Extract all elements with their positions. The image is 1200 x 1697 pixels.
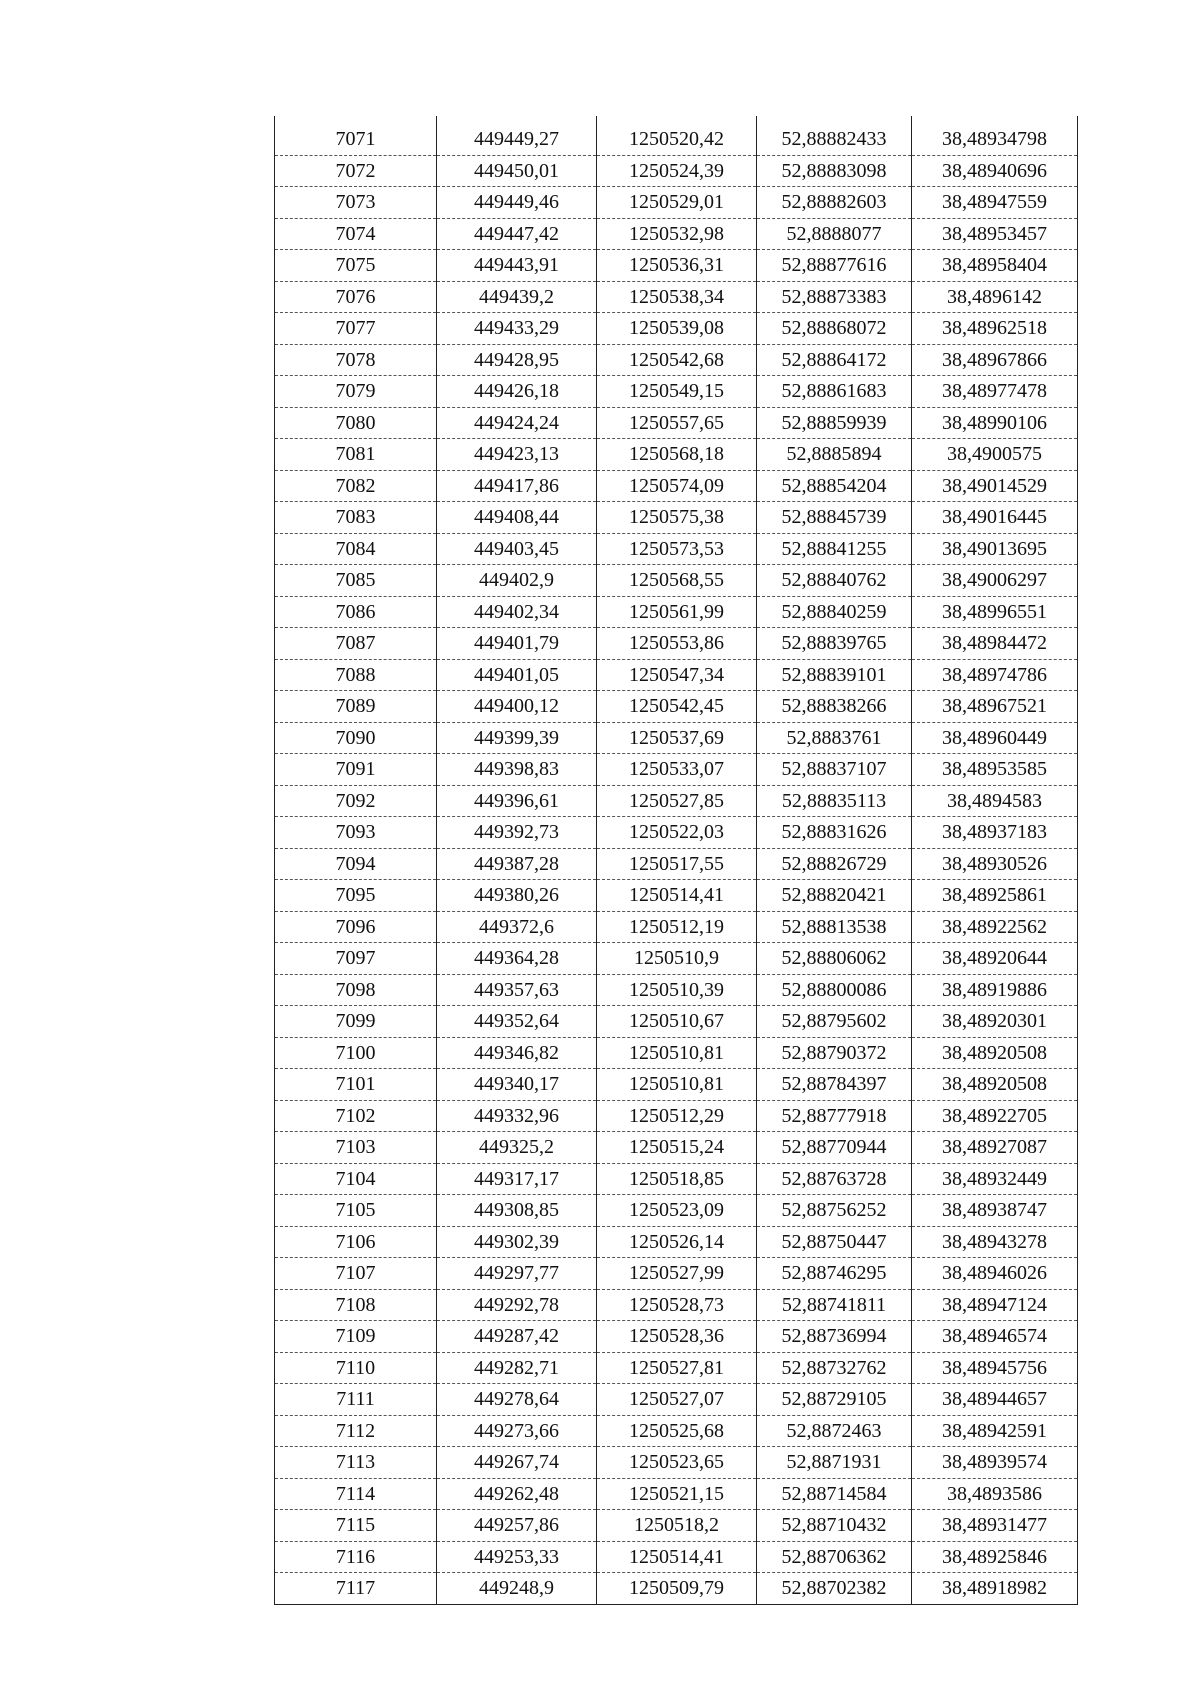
y-coordinate-cell: 1250542,68 [597, 344, 757, 376]
y-coordinate-cell: 1250538,34 [597, 281, 757, 313]
latitude-cell: 52,88756252 [757, 1195, 912, 1227]
point-number-cell: 7106 [275, 1226, 437, 1258]
y-coordinate-cell: 1250528,73 [597, 1289, 757, 1321]
table-row [275, 911, 1078, 943]
x-coordinate-cell: 449423,13 [437, 439, 597, 471]
point-number-cell: 7074 [275, 218, 437, 250]
table-row [275, 722, 1078, 754]
point-number-cell: 7100 [275, 1037, 437, 1069]
latitude-cell: 52,88831626 [757, 817, 912, 849]
table-row [275, 187, 1078, 219]
longitude-cell: 38,48922562 [912, 911, 1078, 943]
table-row [275, 1195, 1078, 1227]
x-coordinate-cell: 449401,79 [437, 628, 597, 660]
latitude-cell: 52,88714584 [757, 1478, 912, 1510]
longitude-cell: 38,48962518 [912, 313, 1078, 345]
latitude-cell: 52,88838266 [757, 691, 912, 723]
longitude-cell: 38,48920508 [912, 1069, 1078, 1101]
table-row [275, 1163, 1078, 1195]
x-coordinate-cell: 449433,29 [437, 313, 597, 345]
latitude-cell: 52,88784397 [757, 1069, 912, 1101]
table-row [275, 1226, 1078, 1258]
grid-line-tick [911, 116, 913, 126]
table-row [275, 1100, 1078, 1132]
longitude-cell: 38,48946574 [912, 1321, 1078, 1353]
x-coordinate-cell: 449317,17 [437, 1163, 597, 1195]
y-coordinate-cell: 1250573,53 [597, 533, 757, 565]
point-number-cell: 7116 [275, 1541, 437, 1573]
grid-line-tick [596, 116, 598, 126]
table-row [275, 880, 1078, 912]
point-number-cell: 7110 [275, 1352, 437, 1384]
y-coordinate-cell: 1250524,39 [597, 155, 757, 187]
table-row [275, 1478, 1078, 1510]
x-coordinate-cell: 449302,39 [437, 1226, 597, 1258]
point-number-cell: 7099 [275, 1006, 437, 1038]
point-number-cell: 7088 [275, 659, 437, 691]
x-coordinate-cell: 449450,01 [437, 155, 597, 187]
latitude-cell: 52,88741811 [757, 1289, 912, 1321]
longitude-cell: 38,4900575 [912, 439, 1078, 471]
table-row [275, 1510, 1078, 1542]
latitude-cell: 52,88882433 [757, 124, 912, 155]
y-coordinate-cell: 1250525,68 [597, 1415, 757, 1447]
longitude-cell: 38,48958404 [912, 250, 1078, 282]
latitude-cell: 52,88729105 [757, 1384, 912, 1416]
y-coordinate-cell: 1250514,41 [597, 880, 757, 912]
longitude-cell: 38,48922705 [912, 1100, 1078, 1132]
point-number-cell: 7098 [275, 974, 437, 1006]
y-coordinate-cell: 1250520,42 [597, 124, 757, 155]
y-coordinate-cell: 1250510,67 [597, 1006, 757, 1038]
x-coordinate-cell: 449403,45 [437, 533, 597, 565]
y-coordinate-cell: 1250542,45 [597, 691, 757, 723]
latitude-cell: 52,88861683 [757, 376, 912, 408]
latitude-cell: 52,88835113 [757, 785, 912, 817]
y-coordinate-cell: 1250561,99 [597, 596, 757, 628]
latitude-cell: 52,88840259 [757, 596, 912, 628]
longitude-cell: 38,48945756 [912, 1352, 1078, 1384]
latitude-cell: 52,88800086 [757, 974, 912, 1006]
point-number-cell: 7090 [275, 722, 437, 754]
x-coordinate-cell: 449267,74 [437, 1447, 597, 1479]
latitude-cell: 52,88859939 [757, 407, 912, 439]
latitude-cell: 52,88864172 [757, 344, 912, 376]
x-coordinate-cell: 449417,86 [437, 470, 597, 502]
longitude-cell: 38,48977478 [912, 376, 1078, 408]
x-coordinate-cell: 449398,83 [437, 754, 597, 786]
table-row [275, 1132, 1078, 1164]
longitude-cell: 38,48920508 [912, 1037, 1078, 1069]
point-number-cell: 7071 [275, 124, 437, 155]
table-row [275, 1447, 1078, 1479]
longitude-cell: 38,48947124 [912, 1289, 1078, 1321]
point-number-cell: 7108 [275, 1289, 437, 1321]
longitude-cell: 38,48947559 [912, 187, 1078, 219]
table-row [275, 376, 1078, 408]
x-coordinate-cell: 449325,2 [437, 1132, 597, 1164]
point-number-cell: 7102 [275, 1100, 437, 1132]
x-coordinate-cell: 449439,2 [437, 281, 597, 313]
x-coordinate-cell: 449253,33 [437, 1541, 597, 1573]
x-coordinate-cell: 449248,9 [437, 1573, 597, 1605]
table-row [275, 691, 1078, 723]
y-coordinate-cell: 1250521,15 [597, 1478, 757, 1510]
x-coordinate-cell: 449372,6 [437, 911, 597, 943]
longitude-cell: 38,4896142 [912, 281, 1078, 313]
x-coordinate-cell: 449352,64 [437, 1006, 597, 1038]
longitude-cell: 38,48920644 [912, 943, 1078, 975]
longitude-cell: 38,48925861 [912, 880, 1078, 912]
table-row [275, 1006, 1078, 1038]
grid-line-tick [274, 116, 276, 126]
point-number-cell: 7117 [275, 1573, 437, 1605]
x-coordinate-cell: 449340,17 [437, 1069, 597, 1101]
y-coordinate-cell: 1250512,29 [597, 1100, 757, 1132]
table-row [275, 344, 1078, 376]
x-coordinate-cell: 449449,27 [437, 124, 597, 155]
point-number-cell: 7096 [275, 911, 437, 943]
longitude-cell: 38,48942591 [912, 1415, 1078, 1447]
y-coordinate-cell: 1250536,31 [597, 250, 757, 282]
table-row [275, 754, 1078, 786]
latitude-cell: 52,88840762 [757, 565, 912, 597]
longitude-cell: 38,48990106 [912, 407, 1078, 439]
y-coordinate-cell: 1250527,81 [597, 1352, 757, 1384]
y-coordinate-cell: 1250557,65 [597, 407, 757, 439]
table-row [275, 1384, 1078, 1416]
table-row [275, 943, 1078, 975]
y-coordinate-cell: 1250568,55 [597, 565, 757, 597]
longitude-cell: 38,48943278 [912, 1226, 1078, 1258]
table-row [275, 1573, 1078, 1605]
latitude-cell: 52,8885894 [757, 439, 912, 471]
point-number-cell: 7095 [275, 880, 437, 912]
table-row [275, 155, 1078, 187]
x-coordinate-cell: 449401,05 [437, 659, 597, 691]
latitude-cell: 52,88702382 [757, 1573, 912, 1605]
latitude-cell: 52,88806062 [757, 943, 912, 975]
point-number-cell: 7077 [275, 313, 437, 345]
longitude-cell: 38,48974786 [912, 659, 1078, 691]
y-coordinate-cell: 1250522,03 [597, 817, 757, 849]
grid-line-tick [1077, 116, 1079, 126]
longitude-cell: 38,49016445 [912, 502, 1078, 534]
table-row [275, 250, 1078, 282]
latitude-cell: 52,88770944 [757, 1132, 912, 1164]
latitude-cell: 52,88763728 [757, 1163, 912, 1195]
longitude-cell: 38,48960449 [912, 722, 1078, 754]
x-coordinate-cell: 449402,9 [437, 565, 597, 597]
table-row [275, 407, 1078, 439]
point-number-cell: 7082 [275, 470, 437, 502]
point-number-cell: 7104 [275, 1163, 437, 1195]
latitude-cell: 52,88732762 [757, 1352, 912, 1384]
table-row [275, 1258, 1078, 1290]
x-coordinate-cell: 449399,39 [437, 722, 597, 754]
table-row [275, 1289, 1078, 1321]
table-row [275, 1037, 1078, 1069]
y-coordinate-cell: 1250515,24 [597, 1132, 757, 1164]
table-row [275, 659, 1078, 691]
x-coordinate-cell: 449426,18 [437, 376, 597, 408]
point-number-cell: 7084 [275, 533, 437, 565]
y-coordinate-cell: 1250529,01 [597, 187, 757, 219]
point-number-cell: 7078 [275, 344, 437, 376]
point-number-cell: 7112 [275, 1415, 437, 1447]
point-number-cell: 7115 [275, 1510, 437, 1542]
latitude-cell: 52,88839765 [757, 628, 912, 660]
x-coordinate-cell: 449297,77 [437, 1258, 597, 1290]
y-coordinate-cell: 1250568,18 [597, 439, 757, 471]
y-coordinate-cell: 1250517,55 [597, 848, 757, 880]
x-coordinate-cell: 449287,42 [437, 1321, 597, 1353]
table-row [275, 1352, 1078, 1384]
table-row [275, 785, 1078, 817]
longitude-cell: 38,48953585 [912, 754, 1078, 786]
grid-line-tick [436, 116, 438, 126]
longitude-cell: 38,4894583 [912, 785, 1078, 817]
y-coordinate-cell: 1250574,09 [597, 470, 757, 502]
y-coordinate-cell: 1250510,9 [597, 943, 757, 975]
point-number-cell: 7079 [275, 376, 437, 408]
longitude-cell: 38,49014529 [912, 470, 1078, 502]
longitude-cell: 38,48937183 [912, 817, 1078, 849]
x-coordinate-cell: 449428,95 [437, 344, 597, 376]
x-coordinate-cell: 449402,34 [437, 596, 597, 628]
x-coordinate-cell: 449447,42 [437, 218, 597, 250]
x-coordinate-cell: 449387,28 [437, 848, 597, 880]
longitude-cell: 38,48927087 [912, 1132, 1078, 1164]
y-coordinate-cell: 1250514,41 [597, 1541, 757, 1573]
longitude-cell: 38,49006297 [912, 565, 1078, 597]
point-number-cell: 7092 [275, 785, 437, 817]
x-coordinate-cell: 449364,28 [437, 943, 597, 975]
point-number-cell: 7086 [275, 596, 437, 628]
table-row [275, 281, 1078, 313]
longitude-cell: 38,48940696 [912, 155, 1078, 187]
y-coordinate-cell: 1250510,81 [597, 1037, 757, 1069]
point-number-cell: 7093 [275, 817, 437, 849]
point-number-cell: 7073 [275, 187, 437, 219]
y-coordinate-cell: 1250527,07 [597, 1384, 757, 1416]
y-coordinate-cell: 1250510,81 [597, 1069, 757, 1101]
y-coordinate-cell: 1250553,86 [597, 628, 757, 660]
table-row [275, 1541, 1078, 1573]
longitude-cell: 38,48967866 [912, 344, 1078, 376]
x-coordinate-cell: 449282,71 [437, 1352, 597, 1384]
latitude-cell: 52,88820421 [757, 880, 912, 912]
x-coordinate-cell: 449332,96 [437, 1100, 597, 1132]
point-number-cell: 7087 [275, 628, 437, 660]
y-coordinate-cell: 1250518,2 [597, 1510, 757, 1542]
point-number-cell: 7113 [275, 1447, 437, 1479]
point-number-cell: 7075 [275, 250, 437, 282]
table-row [275, 502, 1078, 534]
longitude-cell: 38,48920301 [912, 1006, 1078, 1038]
point-number-cell: 7103 [275, 1132, 437, 1164]
y-coordinate-cell: 1250518,85 [597, 1163, 757, 1195]
x-coordinate-cell: 449357,63 [437, 974, 597, 1006]
longitude-cell: 38,48984472 [912, 628, 1078, 660]
latitude-cell: 52,8872463 [757, 1415, 912, 1447]
y-coordinate-cell: 1250527,99 [597, 1258, 757, 1290]
latitude-cell: 52,88882603 [757, 187, 912, 219]
longitude-cell: 38,48996551 [912, 596, 1078, 628]
x-coordinate-cell: 449380,26 [437, 880, 597, 912]
longitude-cell: 38,48930526 [912, 848, 1078, 880]
longitude-cell: 38,48932449 [912, 1163, 1078, 1195]
latitude-cell: 52,88710432 [757, 1510, 912, 1542]
y-coordinate-cell: 1250549,15 [597, 376, 757, 408]
point-number-cell: 7094 [275, 848, 437, 880]
longitude-cell: 38,48944657 [912, 1384, 1078, 1416]
y-coordinate-cell: 1250533,07 [597, 754, 757, 786]
point-number-cell: 7111 [275, 1384, 437, 1416]
point-number-cell: 7109 [275, 1321, 437, 1353]
latitude-cell: 52,88826729 [757, 848, 912, 880]
table-row [275, 470, 1078, 502]
table-row [275, 565, 1078, 597]
longitude-cell: 38,48918982 [912, 1573, 1078, 1605]
y-coordinate-cell: 1250547,34 [597, 659, 757, 691]
table-row [275, 1321, 1078, 1353]
x-coordinate-cell: 449392,73 [437, 817, 597, 849]
grid-line-tick [756, 116, 758, 126]
point-number-cell: 7114 [275, 1478, 437, 1510]
x-coordinate-cell: 449400,12 [437, 691, 597, 723]
y-coordinate-cell: 1250523,09 [597, 1195, 757, 1227]
x-coordinate-cell: 449278,64 [437, 1384, 597, 1416]
table-row [275, 628, 1078, 660]
point-number-cell: 7089 [275, 691, 437, 723]
x-coordinate-cell: 449308,85 [437, 1195, 597, 1227]
latitude-cell: 52,88868072 [757, 313, 912, 345]
y-coordinate-cell: 1250575,38 [597, 502, 757, 534]
x-coordinate-cell: 449346,82 [437, 1037, 597, 1069]
coordinates-table-body [275, 124, 1078, 1604]
table-row [275, 596, 1078, 628]
y-coordinate-cell: 1250528,36 [597, 1321, 757, 1353]
latitude-cell: 52,88839101 [757, 659, 912, 691]
latitude-cell: 52,88813538 [757, 911, 912, 943]
y-coordinate-cell: 1250537,69 [597, 722, 757, 754]
point-number-cell: 7097 [275, 943, 437, 975]
x-coordinate-cell: 449408,44 [437, 502, 597, 534]
y-coordinate-cell: 1250523,65 [597, 1447, 757, 1479]
y-coordinate-cell: 1250532,98 [597, 218, 757, 250]
table-row [275, 848, 1078, 880]
latitude-cell: 52,88777918 [757, 1100, 912, 1132]
point-number-cell: 7085 [275, 565, 437, 597]
latitude-cell: 52,8888077 [757, 218, 912, 250]
latitude-cell: 52,8883761 [757, 722, 912, 754]
table-row [275, 974, 1078, 1006]
x-coordinate-cell: 449443,91 [437, 250, 597, 282]
x-coordinate-cell: 449396,61 [437, 785, 597, 817]
point-number-cell: 7072 [275, 155, 437, 187]
x-coordinate-cell: 449273,66 [437, 1415, 597, 1447]
y-coordinate-cell: 1250527,85 [597, 785, 757, 817]
longitude-cell: 38,4893586 [912, 1478, 1078, 1510]
point-number-cell: 7107 [275, 1258, 437, 1290]
table-row [275, 313, 1078, 345]
longitude-cell: 38,48925846 [912, 1541, 1078, 1573]
y-coordinate-cell: 1250526,14 [597, 1226, 757, 1258]
longitude-cell: 38,49013695 [912, 533, 1078, 565]
latitude-cell: 52,88841255 [757, 533, 912, 565]
latitude-cell: 52,88873383 [757, 281, 912, 313]
x-coordinate-cell: 449424,24 [437, 407, 597, 439]
longitude-cell: 38,48934798 [912, 124, 1078, 155]
table-row [275, 1415, 1078, 1447]
longitude-cell: 38,48939574 [912, 1447, 1078, 1479]
latitude-cell: 52,88790372 [757, 1037, 912, 1069]
longitude-cell: 38,48919886 [912, 974, 1078, 1006]
longitude-cell: 38,48946026 [912, 1258, 1078, 1290]
latitude-cell: 52,88845739 [757, 502, 912, 534]
latitude-cell: 52,8871931 [757, 1447, 912, 1479]
latitude-cell: 52,88746295 [757, 1258, 912, 1290]
longitude-cell: 38,48931477 [912, 1510, 1078, 1542]
latitude-cell: 52,88736994 [757, 1321, 912, 1353]
point-number-cell: 7080 [275, 407, 437, 439]
longitude-cell: 38,48967521 [912, 691, 1078, 723]
x-coordinate-cell: 449449,46 [437, 187, 597, 219]
table-row [275, 817, 1078, 849]
point-number-cell: 7101 [275, 1069, 437, 1101]
latitude-cell: 52,88883098 [757, 155, 912, 187]
latitude-cell: 52,88795602 [757, 1006, 912, 1038]
point-number-cell: 7091 [275, 754, 437, 786]
x-coordinate-cell: 449292,78 [437, 1289, 597, 1321]
x-coordinate-cell: 449262,48 [437, 1478, 597, 1510]
table-row [275, 218, 1078, 250]
point-number-cell: 7105 [275, 1195, 437, 1227]
longitude-cell: 38,48953457 [912, 218, 1078, 250]
table-row [275, 439, 1078, 471]
y-coordinate-cell: 1250510,39 [597, 974, 757, 1006]
y-coordinate-cell: 1250512,19 [597, 911, 757, 943]
table-row [275, 1069, 1078, 1101]
point-number-cell: 7083 [275, 502, 437, 534]
coordinates-table [274, 124, 1078, 1605]
x-coordinate-cell: 449257,86 [437, 1510, 597, 1542]
point-number-cell: 7076 [275, 281, 437, 313]
longitude-cell: 38,48938747 [912, 1195, 1078, 1227]
y-coordinate-cell: 1250539,08 [597, 313, 757, 345]
latitude-cell: 52,88750447 [757, 1226, 912, 1258]
y-coordinate-cell: 1250509,79 [597, 1573, 757, 1605]
table-row [275, 533, 1078, 565]
point-number-cell: 7081 [275, 439, 437, 471]
latitude-cell: 52,88837107 [757, 754, 912, 786]
latitude-cell: 52,88854204 [757, 470, 912, 502]
latitude-cell: 52,88877616 [757, 250, 912, 282]
table-row [275, 124, 1078, 155]
latitude-cell: 52,88706362 [757, 1541, 912, 1573]
